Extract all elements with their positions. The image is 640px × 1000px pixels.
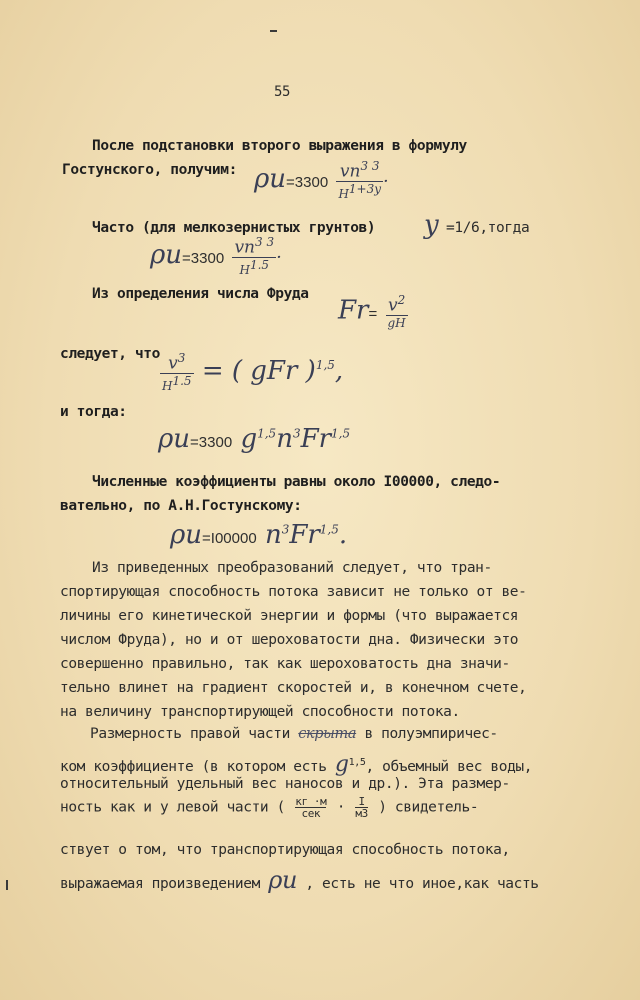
formula-coefficient: =3300 [190, 434, 233, 451]
denominator-exponent: 1+3y [348, 181, 382, 196]
formula-punctuation: . [338, 520, 348, 550]
text-segment: выражаемая произведением [60, 876, 260, 892]
formula-equals: = [368, 305, 378, 323]
paragraph-line: ствует о том, что транспортирующая способность потока, [60, 842, 510, 858]
formula-froude [338, 294, 408, 329]
text-segment: ) свидетель- [378, 799, 479, 816]
pu-symbol: ρu [268, 866, 298, 894]
page-number: 55 [274, 84, 291, 100]
formula-lhs: ρu [170, 520, 203, 550]
formula-coefficient: =3300 [182, 249, 225, 267]
formula-fraction [336, 160, 383, 200]
formula-fraction [160, 352, 194, 392]
text-line: Численные коэффициенты равны около I00000, следо- [92, 474, 501, 490]
y-variable: y [424, 210, 439, 240]
text-segment: ком коэффициенте (в котором есть [60, 759, 327, 775]
formula-g: g [240, 424, 258, 454]
numerator-exponent: 3 3 [360, 159, 380, 173]
fraction-denominator: gH [387, 315, 406, 330]
text-line: После подстановки второго выражения в формулу [92, 138, 467, 154]
formula-5 [158, 424, 350, 454]
formula-fraction [232, 236, 276, 276]
paragraph-line [60, 752, 532, 777]
paragraph-line: тельно влинет на градиент скоростей и, в конечном счете, [60, 680, 527, 696]
paragraph-line: совершенно правильно, так как шероховатость дна значи- [60, 656, 510, 672]
n-exponent: 3 [281, 522, 290, 537]
formula-rhs: = ( gFr ) [201, 355, 316, 386]
text-segment: , объемный вес воды, [365, 759, 533, 775]
text-line: Из определения числа Фруда [92, 286, 309, 302]
text-segment: ность как и у левой части ( [60, 799, 285, 816]
paragraph-line: на величину транспортирующей способности потока. [60, 704, 460, 720]
fraction-numerator: vn [234, 237, 255, 258]
g-symbol: g [334, 752, 349, 777]
fraction-numerator: vn [339, 161, 361, 182]
unit-fraction [295, 796, 326, 819]
formula-coefficient: =3300 [286, 173, 329, 191]
paragraph-line: относительный удельный вес наносов и др.). Эта размер- [60, 776, 510, 792]
text-line: и тогда: [60, 404, 127, 420]
formula-punctuation: , [334, 355, 344, 386]
formula-fraction [386, 294, 408, 329]
scan-mark [270, 30, 277, 32]
denominator-exponent: 1.5 [249, 257, 270, 272]
paragraph-line [90, 726, 498, 742]
unit-denominator: м3 [355, 807, 368, 820]
fraction-numerator: v [387, 295, 398, 316]
paragraph-line [60, 796, 478, 819]
formula-n: n [264, 520, 282, 550]
formula-n: n [276, 424, 293, 454]
unit-denominator: сек [295, 807, 326, 819]
fraction-denominator: H [239, 262, 250, 277]
text-line: следует, что [60, 346, 160, 362]
fr-exponent: 1,5 [319, 522, 339, 537]
text-line: Гостунского, получим: [62, 162, 237, 178]
text-line: Часто (для мелкозернистых грунтов) [92, 220, 376, 236]
formula-2: ρu=3300 $\frac{vn^{3 3}}{H^{1.5}}$ · [150, 235, 282, 277]
fr-exponent: 1,5 [331, 426, 351, 441]
formula-1: ρu=3300 $\frac{vn^{3 3}}{H^{1+3y}}$ · [254, 159, 389, 201]
g-exponent: 1,5 [257, 426, 277, 441]
denominator-exponent: 1.5 [172, 373, 192, 388]
formula-4 [160, 352, 343, 392]
paragraph-line: Из приведенных преобразований следует, что тран- [92, 560, 492, 576]
formula-coefficient: =I00000 [202, 530, 257, 547]
unit-fraction [355, 796, 367, 819]
unit-dot: · [336, 799, 346, 816]
numerator-exponent: 3 3 [255, 235, 275, 249]
numerator-exponent: 2 [397, 293, 406, 307]
paragraph-line [60, 866, 539, 894]
formula-lhs: ρu [158, 424, 191, 454]
scan-mark [6, 880, 8, 890]
n-exponent: 3 [292, 426, 301, 441]
formula-lhs: ρu [254, 163, 287, 194]
struck-word: скрыта [298, 726, 357, 742]
text-segment: , есть не что иное,как часть [305, 876, 539, 892]
formula-lhs: Fr [338, 295, 369, 326]
unit-numerator: кг ·м [295, 795, 327, 808]
numerator-exponent: 3 [177, 351, 186, 365]
text-line: вательно, по А.Н.Гостунскому: [60, 498, 302, 514]
paragraph-line: числом Фруда), но и от шероховатости дна. Физически это [60, 632, 519, 648]
text-line: =1/6,тогда [446, 220, 530, 236]
formula-fr: Fr [300, 424, 332, 454]
unit-numerator: I [358, 795, 365, 808]
g-exponent: 1,5 [348, 757, 366, 769]
fraction-numerator: v [168, 353, 178, 374]
formula-lhs: ρu [150, 239, 183, 270]
fraction-denominator: H [338, 186, 349, 201]
paragraph-line: спортирующая способность потока зависит не только от ве- [60, 584, 527, 600]
text-segment: Размерность правой части [90, 726, 290, 742]
paragraph-line: личины его кинетической энергии и формы (что выражается [60, 608, 519, 624]
fraction-denominator: H [162, 378, 173, 393]
text-segment: в полуэмпиричес- [364, 726, 498, 742]
formula-exponent: 1,5 [315, 358, 335, 373]
formula-6 [170, 520, 347, 550]
formula-fr: Fr [289, 520, 320, 550]
